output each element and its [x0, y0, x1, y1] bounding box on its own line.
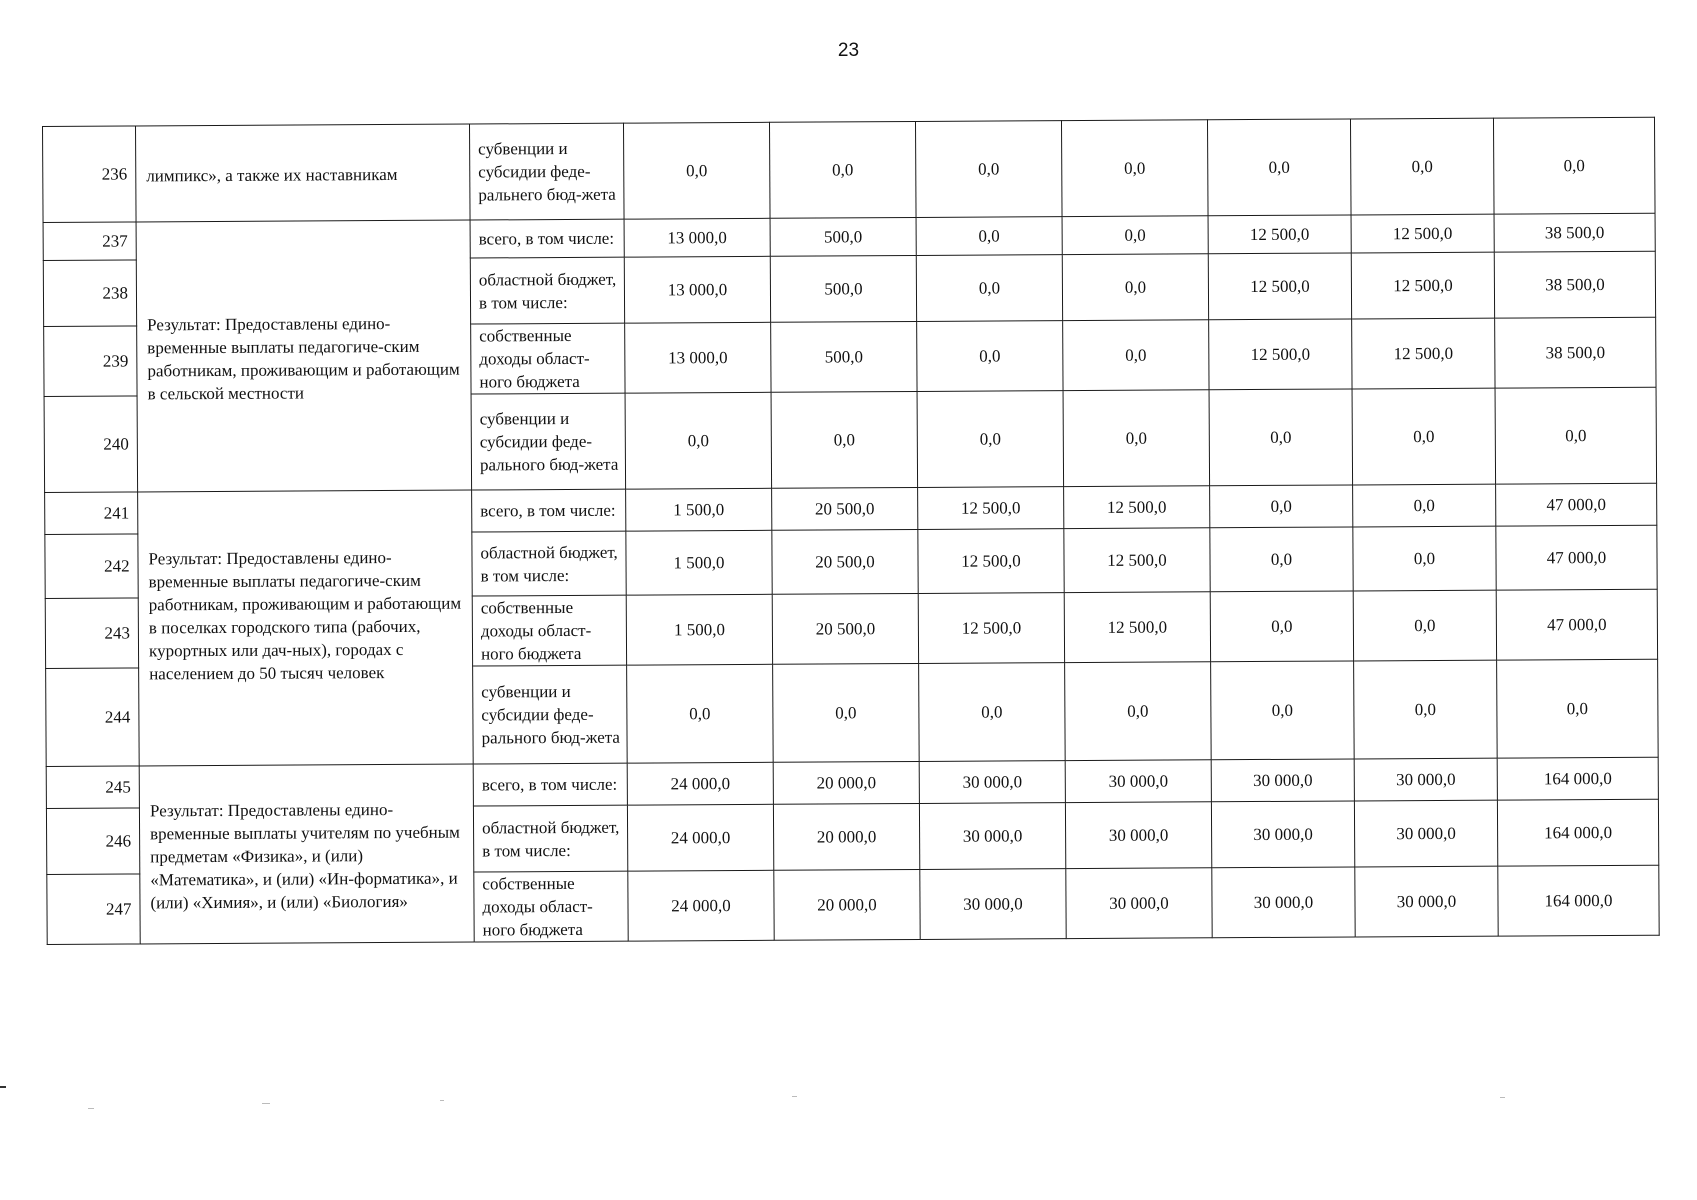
- amount-cell: 20 000,0: [773, 761, 919, 804]
- amount-cell: 0,0: [1210, 527, 1353, 592]
- amount-cell: 24 000,0: [628, 870, 774, 941]
- row-number: 244: [46, 668, 140, 767]
- page-number: 23: [837, 40, 860, 61]
- amount-cell: 30 000,0: [1354, 800, 1497, 867]
- amount-cell: 164 000,0: [1497, 757, 1658, 800]
- funding-source: собственные доходы област-ного бюджета: [471, 323, 625, 394]
- budget-table: [42, 117, 1660, 945]
- row-number: 247: [47, 874, 140, 945]
- funding-source: областной бюджет, в том числе:: [472, 531, 626, 596]
- amount-cell: 30 000,0: [1354, 758, 1497, 801]
- amount-cell: 24 000,0: [627, 762, 773, 805]
- row-number: 241: [45, 492, 138, 535]
- amount-cell: 12 500,0: [1351, 252, 1494, 319]
- scan-mark: [440, 1100, 444, 1101]
- amount-cell: 1 500,0: [626, 530, 772, 595]
- amount-cell: 0,0: [917, 391, 1064, 488]
- amount-cell: 1 500,0: [626, 488, 772, 531]
- scan-mark: [262, 1103, 270, 1104]
- amount-cell: 0,0: [1209, 389, 1353, 486]
- amount-cell: 12 500,0: [1208, 215, 1351, 254]
- amount-cell: 30 000,0: [1211, 801, 1354, 868]
- amount-cell: 30 000,0: [1066, 868, 1212, 939]
- row-number: 237: [43, 222, 136, 261]
- amount-cell: 0,0: [625, 392, 772, 489]
- amount-cell: 0,0: [1210, 485, 1353, 528]
- amount-cell: 500,0: [770, 217, 916, 256]
- amount-cell: 0,0: [1497, 659, 1659, 758]
- scan-mark: [88, 1108, 94, 1109]
- amount-cell: 30 000,0: [919, 803, 1065, 870]
- amount-cell: 0,0: [916, 255, 1062, 322]
- table-row: [43, 117, 1656, 222]
- funding-source: областной бюджет, в том числе:: [473, 805, 627, 872]
- funding-source: собственные доходы област-ного бюджета: [472, 595, 626, 666]
- amount-cell: 0,0: [1210, 591, 1353, 662]
- amount-cell: 24 000,0: [627, 804, 773, 871]
- amount-cell: 0,0: [1062, 254, 1208, 321]
- row-number: 245: [46, 766, 139, 809]
- amount-cell: 164 000,0: [1498, 865, 1659, 936]
- amount-cell: 0,0: [917, 321, 1063, 392]
- amount-cell: 0,0: [1493, 117, 1655, 214]
- amount-cell: 0,0: [1352, 388, 1496, 485]
- amount-cell: 0,0: [1207, 119, 1351, 216]
- amount-cell: 20 500,0: [772, 529, 918, 594]
- amount-cell: 500,0: [771, 321, 917, 392]
- result-description: Результат: Предоставлены едино-временные выплаты учителям по учебным предметам «Физика», и (или) «Математика», и (или) «Ин-форматика», и (или) «Химия», и (или) «Биология»: [139, 764, 474, 944]
- row-number: 239: [44, 326, 137, 397]
- amount-cell: 0,0: [773, 663, 920, 762]
- funding-source: собственные доходы област-ного бюджета: [474, 871, 628, 942]
- amount-cell: 13 000,0: [625, 322, 771, 393]
- amount-cell: 38 500,0: [1494, 251, 1655, 318]
- amount-cell: 0,0: [1353, 590, 1496, 661]
- amount-cell: 12 500,0: [1209, 319, 1352, 390]
- amount-cell: 1 500,0: [626, 594, 772, 665]
- amount-cell: 0,0: [1350, 118, 1494, 215]
- amount-cell: 30 000,0: [920, 869, 1066, 940]
- amount-cell: 0,0: [1061, 120, 1208, 217]
- amount-cell: 12 500,0: [1064, 592, 1210, 663]
- row-number: 238: [43, 260, 136, 327]
- result-description: Результат: Предоставлены едино-временные выплаты педагогиче-ским работникам, проживающим и работающим в сельской местности: [136, 220, 472, 492]
- amount-cell: 0,0: [1495, 387, 1657, 484]
- amount-cell: 0,0: [771, 391, 918, 488]
- amount-cell: 47 000,0: [1496, 589, 1657, 660]
- amount-cell: 30 000,0: [1065, 760, 1211, 803]
- amount-cell: 20 500,0: [772, 487, 918, 530]
- amount-cell: 20 000,0: [774, 869, 920, 940]
- amount-cell: 0,0: [1354, 660, 1498, 759]
- funding-source: субвенции и субсидии феде-рального бюд-жета: [471, 393, 626, 490]
- amount-cell: 12 500,0: [1064, 528, 1210, 593]
- funding-source: субвенции и субсидии феде-рального бюд-жета: [473, 665, 628, 764]
- row-number: 240: [44, 396, 138, 493]
- funding-source: субвенции и субсидии феде-ральнего бюд-жета: [469, 123, 624, 220]
- amount-cell: 30 000,0: [1211, 759, 1354, 802]
- amount-cell: 12 500,0: [1208, 253, 1351, 320]
- amount-cell: 30 000,0: [919, 761, 1065, 804]
- amount-cell: 20 000,0: [773, 803, 919, 870]
- amount-cell: 0,0: [627, 664, 774, 763]
- amount-cell: 0,0: [623, 122, 770, 219]
- row-number: 243: [45, 598, 138, 669]
- amount-cell: 30 000,0: [1065, 802, 1211, 869]
- row-description: лимпикс», а также их наставникам: [136, 124, 471, 222]
- amount-cell: 12 500,0: [918, 593, 1064, 664]
- amount-cell: 20 500,0: [772, 593, 918, 664]
- amount-cell: 12 500,0: [918, 529, 1064, 594]
- amount-cell: 164 000,0: [1497, 799, 1658, 866]
- row-number: 236: [43, 126, 137, 223]
- result-description: Результат: Предоставлены едино-временные выплаты педагогиче-ским работникам, проживающим и работающим в поселках городского типа (рабочих, курортных или дач-ных), городах с населением до 50 тысяч человек: [138, 490, 474, 766]
- amount-cell: 13 000,0: [624, 256, 770, 323]
- amount-cell: 0,0: [919, 663, 1066, 762]
- row-number: 246: [46, 808, 139, 875]
- amount-cell: 0,0: [1063, 320, 1209, 391]
- amount-cell: 12 500,0: [1351, 214, 1494, 253]
- amount-cell: 38 500,0: [1494, 213, 1655, 252]
- amount-cell: 0,0: [1065, 662, 1212, 761]
- funding-source: всего, в том числе:: [470, 219, 624, 258]
- amount-cell: 0,0: [1211, 661, 1355, 760]
- amount-cell: 500,0: [770, 255, 916, 322]
- amount-cell: 0,0: [769, 121, 916, 218]
- amount-cell: 0,0: [1063, 390, 1210, 487]
- amount-cell: 30 000,0: [1212, 867, 1355, 938]
- amount-cell: 12 500,0: [1352, 318, 1495, 389]
- amount-cell: 0,0: [916, 217, 1062, 256]
- amount-cell: 12 500,0: [1064, 486, 1210, 529]
- amount-cell: 0,0: [1353, 484, 1496, 527]
- funding-source: всего, в том числе:: [472, 489, 626, 532]
- funding-source: областной бюджет, в том числе:: [470, 257, 624, 324]
- amount-cell: 38 500,0: [1495, 317, 1656, 388]
- amount-cell: 12 500,0: [918, 487, 1064, 530]
- scan-mark: [1500, 1097, 1505, 1098]
- row-number: 242: [45, 534, 138, 599]
- amount-cell: 0,0: [915, 121, 1062, 218]
- scan-mark: [792, 1096, 797, 1097]
- amount-cell: 0,0: [1062, 216, 1208, 255]
- funding-source: всего, в том числе:: [473, 763, 627, 806]
- amount-cell: 0,0: [1353, 526, 1496, 591]
- amount-cell: 47 000,0: [1496, 483, 1657, 526]
- amount-cell: 13 000,0: [624, 218, 770, 257]
- scan-mark: [0, 1086, 6, 1088]
- amount-cell: 47 000,0: [1496, 525, 1657, 590]
- amount-cell: 30 000,0: [1355, 866, 1498, 937]
